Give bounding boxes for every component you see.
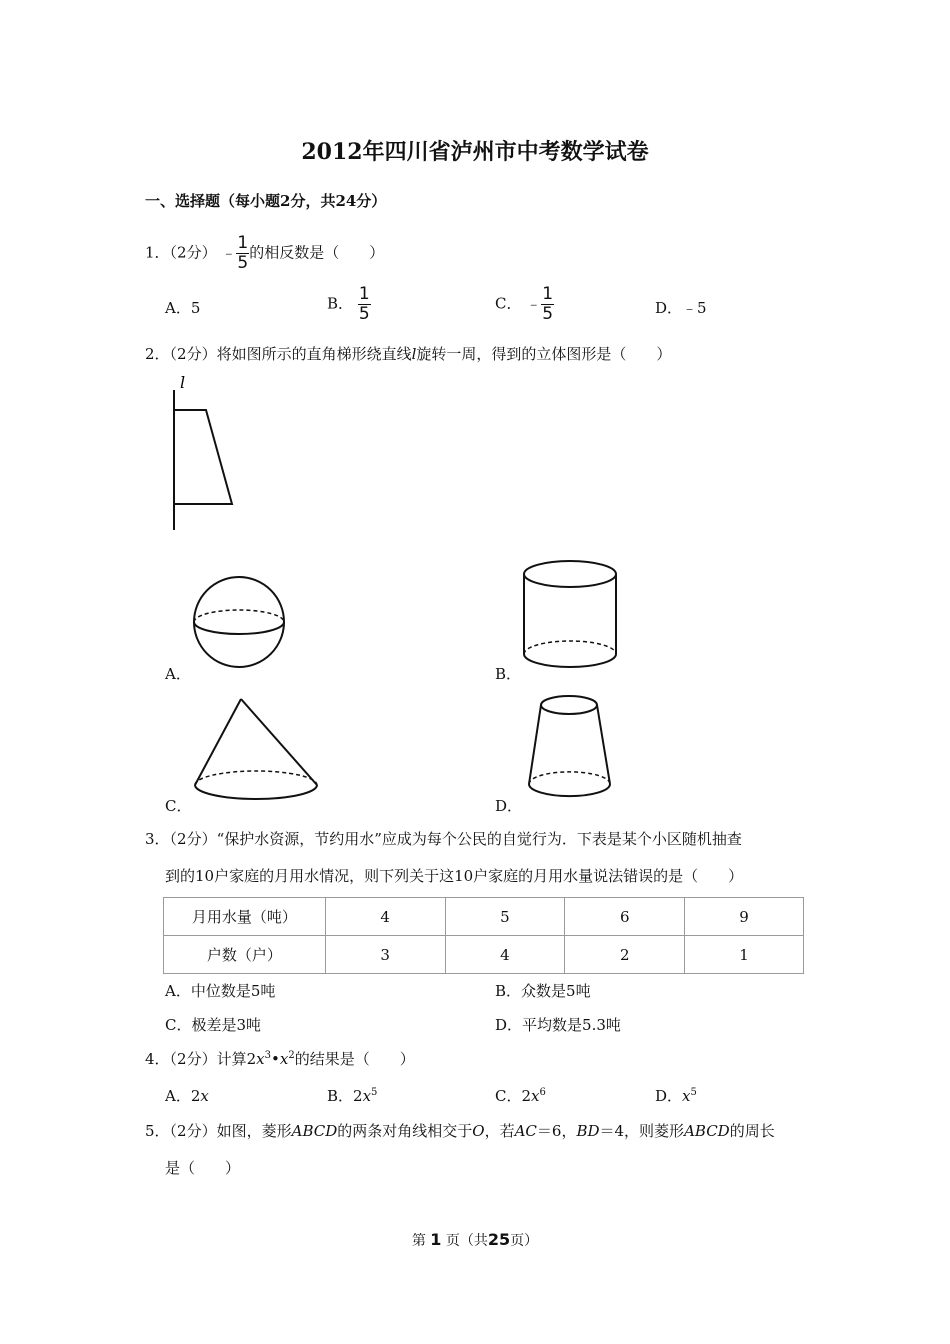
q3-c-label: C． xyxy=(165,1016,192,1034)
footer-total-pages: 25 xyxy=(487,1230,511,1249)
page-footer xyxy=(0,1230,950,1250)
q3-option-a xyxy=(165,980,275,1001)
table-cell: 3 xyxy=(325,936,445,974)
line-l-label: l xyxy=(180,373,186,392)
q3-text-line-1: “保护水资源，节约用水”应成为每个公民的自觉行为．下表是某个小区随机抽查 xyxy=(216,830,742,848)
table-cell: 户数（户） xyxy=(164,936,326,974)
question-1 xyxy=(145,234,384,273)
q5-ac: AC xyxy=(514,1122,537,1140)
q1-b-fraction xyxy=(358,285,371,324)
q4-option-a xyxy=(165,1085,209,1106)
q1-points: （2分） xyxy=(169,243,217,262)
q5-number: 5． xyxy=(145,1122,170,1140)
q4-exp2: 2 xyxy=(288,1050,295,1061)
q4-c-coef: 2 xyxy=(521,1087,532,1105)
q3-number: 3． xyxy=(145,830,170,848)
footer-post: 页） xyxy=(510,1233,539,1249)
q4-d-exp: 5 xyxy=(690,1087,697,1098)
q4-number: 4． xyxy=(145,1050,170,1068)
q5-t1: 如图，菱形 xyxy=(216,1122,292,1140)
q1-neg: ﹣ xyxy=(221,243,237,262)
q3-a-text: 中位数是5吨 xyxy=(190,982,276,1000)
table-row xyxy=(164,936,804,974)
q1-c-denominator: 5 xyxy=(542,304,554,324)
q4-b-x: x xyxy=(362,1087,372,1105)
table-cell: 4 xyxy=(325,898,445,936)
q1-c-fraction xyxy=(541,285,554,324)
q4-option-c xyxy=(495,1085,546,1106)
q3-option-d xyxy=(495,1014,621,1035)
q1-b-denominator: 5 xyxy=(358,304,370,324)
q5-abcd-2: ABCD xyxy=(684,1122,730,1140)
q4-option-d xyxy=(655,1085,697,1106)
q4-b-exp: 5 xyxy=(371,1087,378,1098)
table-cell: 9 xyxy=(685,898,804,936)
q1-c-numerator: 1 xyxy=(542,284,554,304)
cone-figure xyxy=(193,697,323,805)
q4-b-coef: 2 xyxy=(353,1087,363,1105)
q1-d-label: D． xyxy=(655,299,683,317)
q4-c-exp: 6 xyxy=(539,1087,546,1098)
q4-text-pre: 计算 xyxy=(216,1050,247,1068)
q2-points: （2分） xyxy=(169,345,217,363)
q5-abcd: ABCD xyxy=(291,1122,338,1140)
q2-text-pre: 将如图所示的直角梯形绕直线 xyxy=(216,345,412,363)
q5-t2: 的两条对角线相交于 xyxy=(337,1122,473,1140)
q3-b-text: 众数是5吨 xyxy=(521,982,591,1000)
q1-d-text: ﹣5 xyxy=(682,299,707,317)
sphere-figure xyxy=(193,575,293,675)
q1-c-neg: ﹣ xyxy=(526,294,542,313)
q1-option-a xyxy=(165,297,200,318)
q4-a-label: A． xyxy=(165,1087,191,1105)
table-cell: 2 xyxy=(565,936,685,974)
footer-page-number: 1 xyxy=(430,1230,442,1249)
q3-option-b xyxy=(495,980,591,1001)
q4-d-label: D． xyxy=(655,1087,683,1105)
question-5-line-2: 是（ ） xyxy=(165,1159,241,1177)
table-cell: 6 xyxy=(565,898,685,936)
question-3-line-1 xyxy=(145,828,742,849)
q1-denominator: 5 xyxy=(237,253,249,273)
q4-exp1: 3 xyxy=(264,1050,271,1061)
question-4 xyxy=(145,1048,415,1069)
q4-d-x: x xyxy=(682,1087,691,1105)
q1-number: 1． xyxy=(145,243,170,262)
q5-bd: BD xyxy=(576,1122,600,1140)
q1-numerator: 1 xyxy=(237,233,249,253)
q5-t3: ，若 xyxy=(484,1122,515,1140)
q2-option-a: A． xyxy=(165,665,191,683)
footer-mid: 页（共 xyxy=(445,1233,488,1249)
q5-points: （2分） xyxy=(169,1122,217,1140)
q1-c-label: C． xyxy=(495,294,522,313)
q3-b-label: B． xyxy=(495,982,522,1000)
q4-b-label: B． xyxy=(327,1087,354,1105)
table-cell: 1 xyxy=(685,936,804,974)
q1-a-label: A． xyxy=(165,299,191,317)
q4-option-b xyxy=(327,1085,377,1106)
q2-text-post: 旋转一周，得到的立体图形是（ ） xyxy=(416,345,672,363)
table-cell: 4 xyxy=(445,936,565,974)
water-usage-table xyxy=(163,897,804,974)
q5-t4: ＝6， xyxy=(536,1122,577,1140)
q4-a-x: x xyxy=(200,1087,209,1105)
q1-b-label: B． xyxy=(327,294,354,313)
q4-x1: x xyxy=(256,1050,265,1068)
table-row xyxy=(164,898,804,936)
q2-var-l: l xyxy=(411,345,417,363)
q4-x2: x xyxy=(279,1050,289,1068)
table-cell: 5 xyxy=(445,898,565,936)
section-heading: 一、选择题（每小题2分，共24分） xyxy=(145,192,387,210)
q1-tail: 的相反数是（ ） xyxy=(249,243,385,262)
q4-c-x: x xyxy=(531,1087,540,1105)
q2-option-b: B． xyxy=(495,665,522,683)
table-cell: 月用水量（吨） xyxy=(164,898,326,936)
q2-option-c: C． xyxy=(165,797,192,815)
page-title: 2012年四川省泸州市中考数学试卷 xyxy=(301,139,649,165)
q4-tail: 的结果是（ ） xyxy=(294,1050,415,1068)
q1-b-numerator: 1 xyxy=(358,284,370,304)
question-5-line-1 xyxy=(145,1120,775,1141)
q2-number: 2． xyxy=(145,345,170,363)
q3-a-label: A． xyxy=(165,982,191,1000)
q4-points: （2分） xyxy=(169,1050,217,1068)
q1-a-text: 5 xyxy=(190,299,201,317)
trapezoid-figure xyxy=(160,372,250,537)
question-2 xyxy=(145,343,671,364)
q4-coef: 2 xyxy=(246,1050,257,1068)
cylinder-figure xyxy=(522,558,622,673)
q3-c-text: 极差是3吨 xyxy=(191,1016,262,1034)
q1-option-d xyxy=(655,297,707,318)
q2-option-d: D． xyxy=(495,797,523,815)
q3-points: （2分） xyxy=(169,830,217,848)
q3-option-c xyxy=(165,1014,261,1035)
q3-d-text: 平均数是5.3吨 xyxy=(522,1016,621,1034)
footer-pre: 第 xyxy=(411,1233,426,1249)
q1-option-c xyxy=(495,285,554,324)
frustum-figure xyxy=(526,694,614,806)
q4-dot: • xyxy=(271,1050,280,1068)
q4-c-label: C． xyxy=(495,1087,522,1105)
question-3-line-2: 到的10户家庭的月用水情况，则下列关于这10户家庭的月用水量说法错误的是（ ） xyxy=(165,867,744,885)
q5-t6: 的周长 xyxy=(729,1122,775,1140)
q1-fraction xyxy=(236,234,249,273)
q1-option-b xyxy=(327,285,371,324)
q5-o: O xyxy=(472,1122,485,1140)
q4-a-coef: 2 xyxy=(190,1087,201,1105)
q5-t5: ＝4，则菱形 xyxy=(599,1122,685,1140)
q3-d-label: D． xyxy=(495,1016,523,1034)
